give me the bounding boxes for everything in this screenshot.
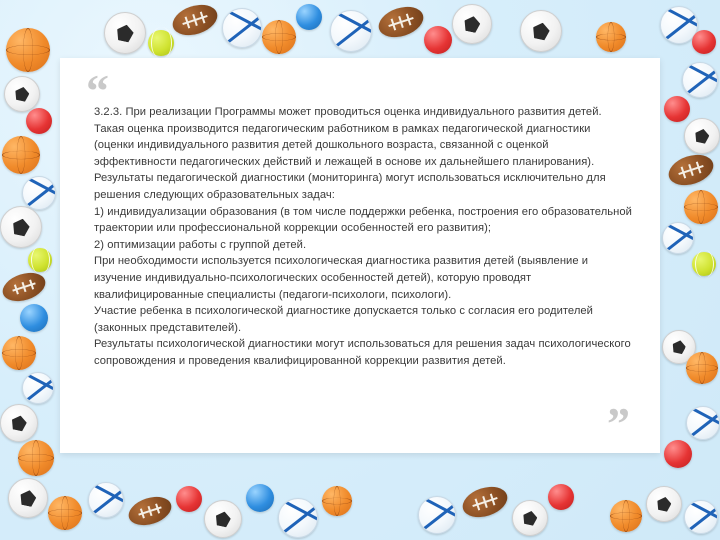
closing-quote-mark: ” bbox=[607, 398, 630, 449]
quote-card bbox=[60, 58, 660, 453]
paragraph: 3.2.3. При реализации Программы может проводиться оценка индивидуального развития детей. Такая оценка производится педагогическим работником в рамках педагогической диагностики (оценки индивидуального развития детей дошкольного возраста, связанной с оценкой эффективности педагогических действий и лежащей в основе их дальнейшего планирования). bbox=[94, 106, 602, 168]
opening-quote-mark: “ bbox=[86, 65, 109, 116]
paragraph: Участие ребенка в психологической диагностике допускается только с согласия его родителей (законных представителей). bbox=[94, 305, 593, 334]
paragraph: Результаты психологической диагностики могут использоваться для решения задач психологического сопровождения и проведения квалифицированной коррекции развития детей. bbox=[94, 338, 631, 367]
quote-body bbox=[94, 104, 632, 370]
paragraph: 2) оптимизации работы с группой детей. bbox=[94, 238, 307, 251]
paragraph: Результаты педагогической диагностики (мониторинга) могут использоваться исключительно для решения следующих образовательных задач: bbox=[94, 172, 606, 201]
paragraph: 1) индивидуализации образования (в том числе поддержки ребенка, построения его образовательной траектории или профессиональной коррекции особенностей его развития); bbox=[94, 205, 632, 235]
paragraph: При необходимости используется психологическая диагностика развития детей (выявление и изучение индивидуально-психологических особенностей детей), которую проводят квалифицированные специалисты (педагоги-психологи, психологи). bbox=[94, 255, 589, 301]
